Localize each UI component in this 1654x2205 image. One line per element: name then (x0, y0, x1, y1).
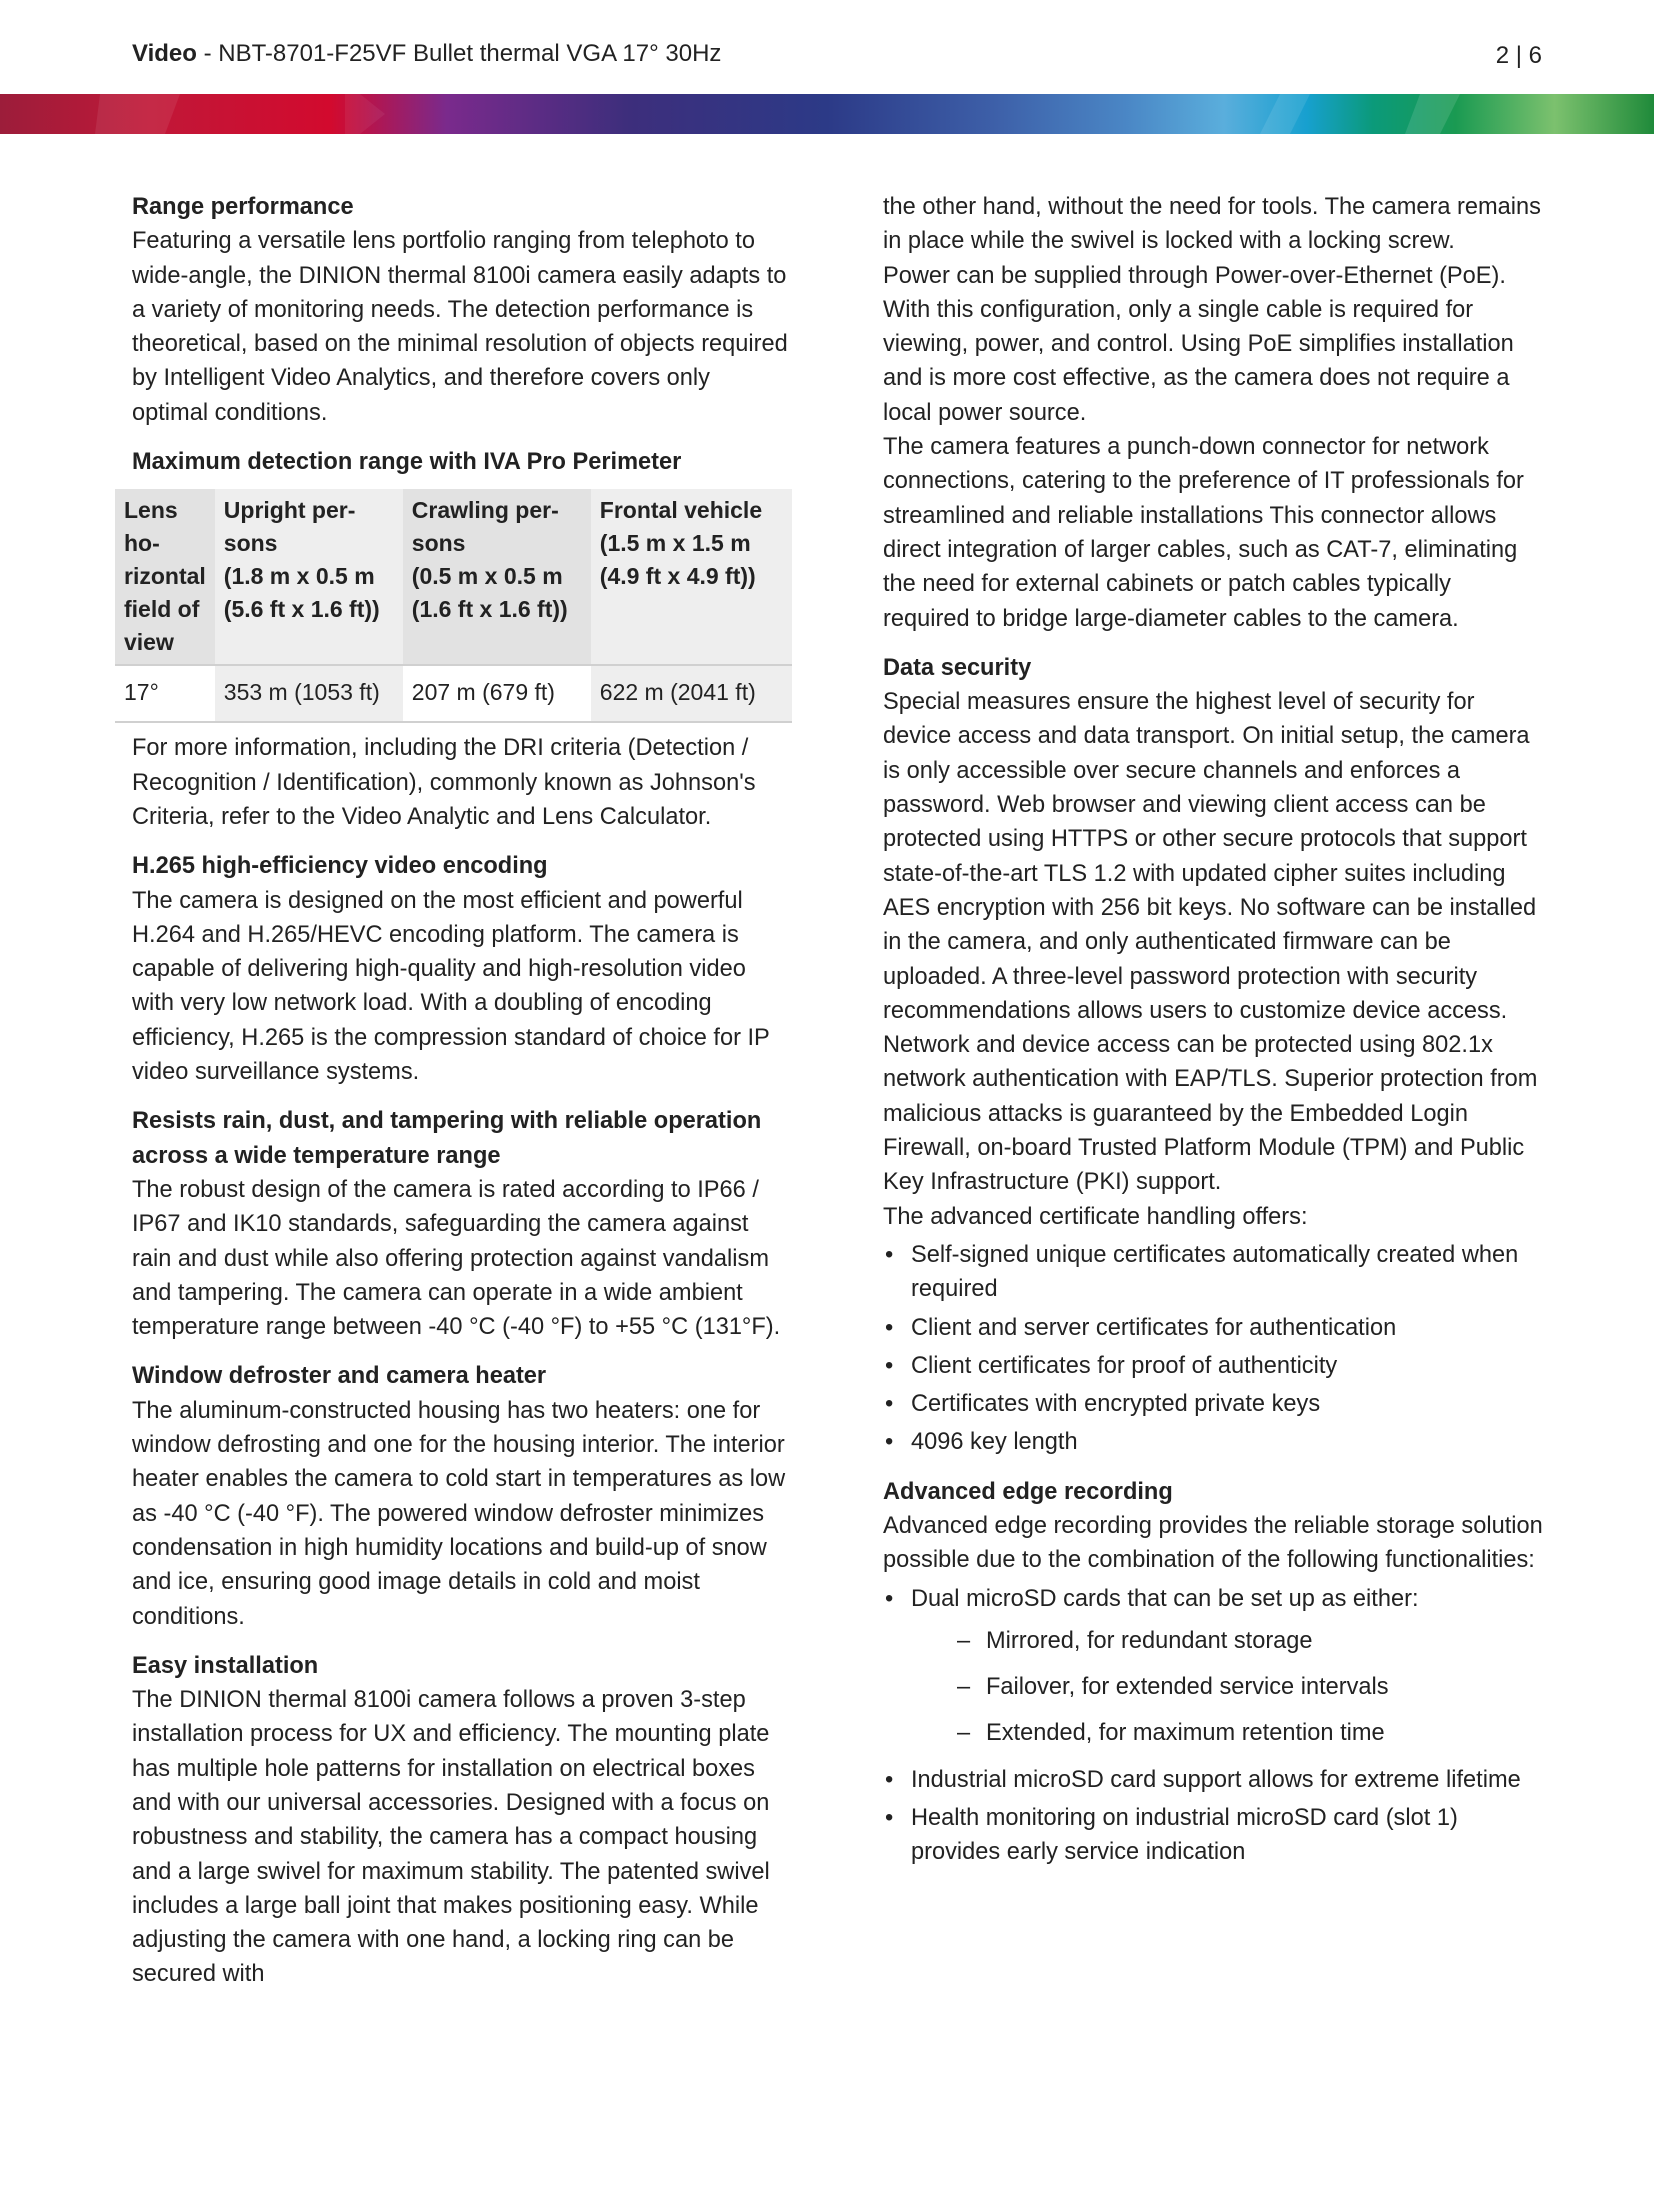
header-cell-crawling: Crawling per- sons (0.5 m x 0.5 m (1.6 ft x 1.6 ft)) (403, 489, 591, 665)
list-item: • Health monitoring on industrial microSD card (slot 1) provides early service indication (883, 1801, 1543, 1870)
detection-table-heading: Maximum detection range with IVA Pro Perimeter (132, 449, 682, 476)
detection-range-table (115, 489, 792, 723)
edge-recording-text: Advanced edge recording provides the reliable storage solution possible due to the combination of the following functionalities: (883, 1512, 1543, 1574)
weather-text: The robust design of the camera is rated according to IP66 / IP67 and IK10 standards, safeguarding the camera against rain and dust while also offering protection against vandalism and tampering. The camera can operate in a wide ambient temperature range between -40 °C (-40 °F) to +55 °C (131°F). (132, 1176, 781, 1341)
table-cell: 17° (115, 665, 215, 722)
list-item: • Client and server certificates for authentication (883, 1311, 1543, 1345)
table-note: For more information, including the DRI criteria (Detection / Recognition / Identification), commonly known as Johnson's Criteria, refer to the Video Analytic and Lens Calculator. (132, 735, 756, 830)
table-cell: 207 m (679 ft) (403, 665, 591, 722)
brand-color-band (0, 94, 1654, 134)
range-performance-heading: Range performance (132, 194, 354, 220)
list-item: • Self-signed unique certificates automatically created when required (883, 1238, 1543, 1307)
table-row (115, 665, 792, 722)
list-item-text: Dual microSD cards that can be set up as either: (911, 1585, 1419, 1612)
defroster-heading: Window defroster and camera heater (132, 1363, 547, 1390)
h265-section (132, 849, 792, 1089)
storage-mode-list (911, 1624, 1543, 1751)
edge-feature-list (883, 1582, 1543, 1870)
installation-continued (883, 190, 1543, 636)
table-cell: 622 m (2041 ft) (591, 665, 792, 722)
weather-heading: Resists rain, dust, and tampering with reliable operation across a wide temperature range (132, 1108, 762, 1169)
list-item (883, 1582, 1543, 1751)
page-header (0, 0, 1654, 94)
defroster-text: The aluminum-constructed housing has two heaters: one for window defrosting and one for the housing interior. The interior heater enables the camera to cold start in temperatures as low as -40 °C (-40 °F). The powered window defroster minimizes condensation in high humidity locations and build-up of snow and ice, ensuring good image details in cold and moist conditions. (132, 1397, 786, 1630)
table-note-section (132, 731, 792, 834)
data-security-section (883, 651, 1543, 1460)
table-cell: 353 m (1053 ft) (215, 665, 403, 722)
table-header-row (115, 489, 792, 665)
list-item: – Mirrored, for redundant storage (911, 1624, 1543, 1658)
certificate-list (883, 1238, 1543, 1460)
h265-text: The camera is designed on the most efficient and powerful H.264 and H.265/HEVC encoding platform. The camera is capable of delivering high-quality and high-resolution video with very low network load. With a doubling of encoding efficiency, H.265 is the compression standard of choice for IP video surveillance systems. (132, 887, 770, 1086)
color-band-graphic (0, 94, 1654, 134)
h265-heading: H.265 high-efficiency video encoding (132, 853, 548, 880)
installation-heading: Easy installation (132, 1652, 319, 1679)
document-title (132, 40, 721, 68)
title-product: - NBT-8701-F25VF Bullet thermal VGA 17° 30Hz (196, 40, 722, 67)
list-item: • Industrial microSD card support allows for extreme lifetime (883, 1763, 1543, 1797)
installation-text: The DINION thermal 8100i camera follows a proven 3-step installation process for UX and efficiency. The mounting plate has multiple hole patterns for installation on electrical boxes and with our universal accessories. Designed with a focus on robustness and stability, the camera has a compact housing and a large swivel for maximum stability. The patented swivel includes a large ball joint that makes positioning easy. While adjusting the camera with one hand, a locking ring can be secured with (132, 1687, 770, 1988)
header-cell-lens: Lens ho- rizontal field of view (115, 489, 215, 665)
range-performance-text: Featuring a versatile lens portfolio ranging from telephoto to wide-angle, the DINION thermal 8100i camera easily adapts to a variety of monitoring needs. The detection performance is theoretical, based on the minimal resolution of objects required by Intelligent Video Analytics, and therefore covers only optimal conditions. (132, 228, 788, 426)
right-column (883, 190, 1543, 1885)
list-item: – Failover, for extended service intervals (911, 1670, 1543, 1704)
poe-text: Power can be supplied through Power-over-Ethernet (PoE). With this configuration, only a single cable is required for viewing, power, and control. Using PoE simplifies installation and is more cost effective, as the camera does not require a local power source. (883, 262, 1514, 426)
data-security-text: Special measures ensure the highest level of security for device access and data transport. On initial setup, the camera is only accessible over secure channels and enforces a password. Web browser and viewing client access can be protected using HTTPS or other secure protocols that support state-of-the-art TLS 1.2 with updated cipher suites including AES encryption with 256 bit keys. No software can be installed in the camera, and only authenticated firmware can be uploaded. A three-level password protection with security recommendations allows users to customize device access. (883, 689, 1537, 1024)
installation-section (132, 1649, 792, 1992)
page-number: 2 | 6 (1495, 42, 1542, 69)
edge-recording-section (883, 1475, 1543, 1870)
left-column (124, 190, 792, 2007)
list-item: • 4096 key length (883, 1425, 1543, 1459)
list-item: • Client certificates for proof of authenticity (883, 1349, 1543, 1383)
range-performance-section (132, 190, 792, 430)
list-item: • Certificates with encrypted private keys (883, 1387, 1543, 1421)
defroster-section (132, 1359, 792, 1633)
network-access-text: Network and device access can be protected using 802.1x network authentication with EAP/TLS. Superior protection from malicious attacks is guaranteed by the Embedded Login Firewall, on-board Trusted Platform Module (TPM) and Public Key Infrastructure (PKI) support. (883, 1032, 1538, 1196)
connector-text: The camera features a punch-down connector for network connections, catering to the preference of IT professionals for streamlined and reliable installations This connector allows direct integration of larger cables, such as CAT-7, eliminating the need for external cabinets or patch cables typically required to bridge large-diameter cables to the camera. (883, 434, 1524, 632)
weather-section (132, 1104, 792, 1344)
list-item: – Extended, for maximum retention time (911, 1716, 1543, 1750)
certificate-intro: The advanced certificate handling offers: (883, 1203, 1308, 1230)
edge-recording-heading: Advanced edge recording (883, 1478, 1173, 1505)
header-cell-upright: Upright per- sons (1.8 m x 0.5 m (5.6 ft x 1.6 ft)) (215, 489, 403, 665)
title-category: Video (132, 40, 197, 67)
header-cell-vehicle: Frontal vehicle (1.5 m x 1.5 m (4.9 ft x 4.9 ft)) (591, 489, 792, 665)
installation-continued-text: the other hand, without the need for tools. The camera remains in place while the swivel is locked with a locking screw. (883, 194, 1541, 255)
data-security-heading: Data security (883, 654, 1032, 681)
